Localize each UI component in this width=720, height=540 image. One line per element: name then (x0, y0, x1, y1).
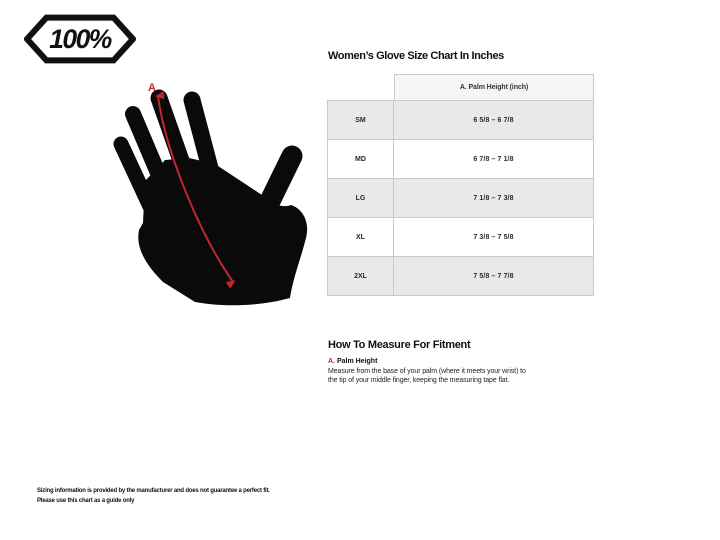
table-row (327, 217, 594, 257)
size-label: XL (328, 218, 394, 256)
size-range: 7 3/8 – 7 5/8 (473, 233, 514, 241)
size-range: 7 1/8 – 7 3/8 (473, 194, 514, 202)
brand-logo-badge-icon (24, 13, 136, 65)
measure-item-title (328, 357, 543, 367)
disclaimer-footer (37, 486, 270, 506)
table-header-spacer (327, 74, 394, 101)
measure-item-description: Measure from the base of your palm (where it meets your wrist) to the tip of your middle finger, keeping the measuring tape flat. (328, 367, 526, 384)
size-chart-title: Women’s Glove Size Chart In Inches (328, 50, 504, 62)
disclaimer-line-2: Please use this chart as a guide only (37, 498, 135, 504)
size-range: 7 5/8 – 7 7/8 (473, 272, 514, 280)
measure-section-heading: How To Measure For Fitment (328, 339, 471, 351)
table-header-palm-height: A. Palm Height (inch) (394, 74, 594, 101)
hand-silhouette-icon (105, 78, 325, 318)
disclaimer-line-1: Sizing information is provided by the manufacturer and does not guarantee a perfect fit. (37, 488, 270, 494)
size-range: 6 5/8 – 6 7/8 (473, 116, 514, 124)
size-label: MD (328, 140, 394, 178)
measure-item-letter: A. (328, 358, 335, 365)
size-label: SM (328, 101, 394, 139)
measure-instructions-section (328, 339, 543, 386)
size-label: LG (328, 179, 394, 217)
table-body (327, 100, 594, 296)
size-range: 6 7/8 – 7 1/8 (473, 155, 514, 163)
size-chart-table (327, 74, 594, 296)
table-row (327, 256, 594, 296)
size-label: 2XL (328, 257, 394, 295)
brand-logo-text: 100% (49, 24, 111, 55)
hand-measurement-diagram (105, 78, 325, 323)
table-row (327, 178, 594, 218)
table-row (327, 139, 594, 179)
measurement-label-a: A (148, 82, 156, 94)
table-header-row (327, 74, 594, 101)
table-row (327, 100, 594, 140)
measure-item-name: Palm Height (336, 358, 378, 365)
brand-logo (24, 13, 136, 70)
